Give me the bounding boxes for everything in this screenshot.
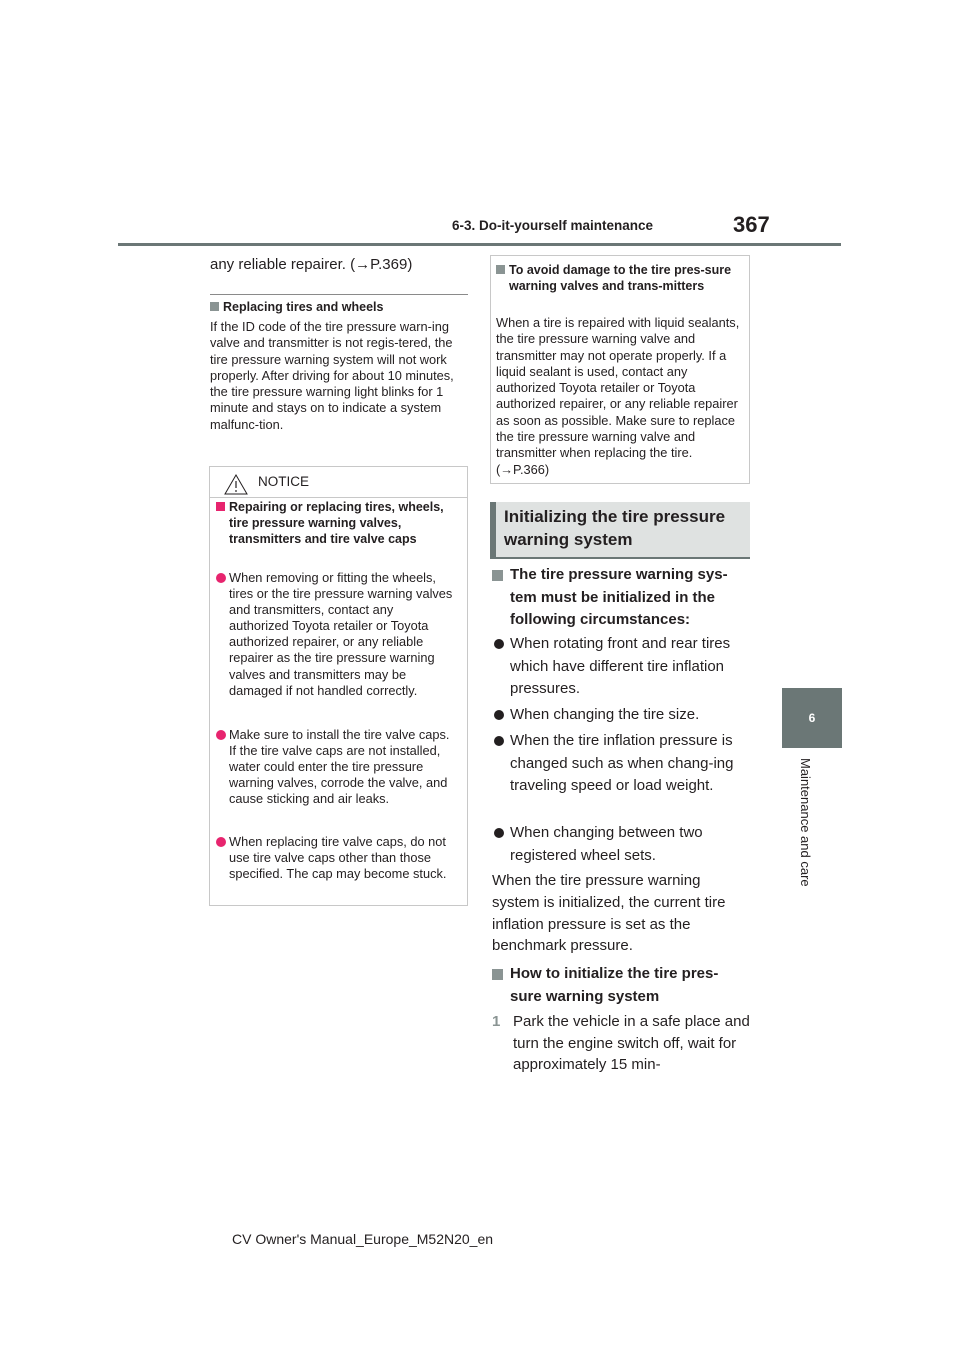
notice-heading-text: Repairing or replacing tires, wheels, tire pressure warning valves, transmitters and tire valve caps [229,500,444,546]
chapter-number: 6 [808,711,816,725]
info-box-heading [496,263,744,295]
bullet-dot-icon [494,828,504,838]
notice-item [216,727,456,807]
circumstances-heading-text: The tire pressure warning sys-tem must be initialized in the following circumstances: [510,566,728,628]
section-title: 6-3. Do-it-yourself maintenance [452,218,654,233]
chapter-title: Maintenance and care [798,758,813,887]
subsection-heading-text: Replacing tires and wheels [223,300,384,314]
section-banner-rule [490,557,750,559]
square-bullet-icon [210,302,219,311]
page-number: 367 [733,212,770,237]
bullet-dot-icon [216,837,226,847]
footer-text: CV Owner's Manual_Europe_M52N20_en [232,1231,494,1247]
square-bullet-icon [496,265,505,274]
warning-triangle-icon [224,474,248,495]
list-item [492,730,750,798]
list-item-text: When rotating front and rear tires which have different tire inflation pressures. [510,635,731,697]
chapter-tab [782,688,842,748]
notice-header [210,467,467,498]
info-box-body: When a tire is repaired with liquid sealants, the tire pressure warning valve and transmitter may not operate properly. If a liquid sealant is used, contact any authorized Toyota retailer or Toyota authorized repairer, or any reliable repairer as soon as possible. Make sure to replace the tire pressure warning valve and transmitter when replacing the tire. (→P.366) [496,315,740,477]
notice-heading [216,500,464,547]
subsection-heading [210,300,383,314]
intro-text: any reliable repairer. (→P.369) [210,256,413,273]
initialize-heading-text: How to initialize the tire pres-sure warning system [510,965,719,1005]
chapter-title-vertical [797,758,817,918]
body-paragraph: When the tire pressure warning system is initialized, the current tire inflation pressure is set as the benchmark pressure. [492,872,726,955]
step-number: 1 [492,1013,501,1030]
bullet-dot-icon [216,730,226,740]
circumstances-heading [492,564,750,632]
step-text: Park the vehicle in a safe place and turn the engine switch off, wait for approximately 15 min- [513,1013,750,1073]
bullet-dot-icon [494,639,504,649]
square-bullet-icon [492,969,503,980]
square-bullet-icon [216,502,225,511]
list-item-text: When the tire inflation pressure is changed such as when chang-ing traveling speed or load weight. [510,732,734,794]
list-item-text: When changing between two registered wheel sets. [510,824,703,864]
list-item [492,633,750,701]
subsection-body: If the ID code of the tire pressure warn-ing valve and transmitter is not regis-tered, the tire pressure warning system will not work properly. After driving for about 10 minutes, the tire pressure warning light blinks for 1 minute and stays on to indicate a system malfunc-tion. [210,319,454,432]
square-bullet-icon [492,570,503,581]
bullet-dot-icon [494,710,504,720]
list-item [492,704,750,727]
initialize-heading [492,963,750,1008]
notice-item-text: When removing or fitting the wheels, tires or the tire pressure warning valves and transmitters, contact any authorized Toyota retailer or Toyota authorized repairer, or any reliable repairer as the tire pressure warning valves and transmitters may be damaged if not handled correctly. [229,570,453,698]
step-item [492,1011,750,1076]
notice-item-text: Make sure to install the tire valve caps. If the tire valve caps are not installed, water could enter the tire pressure warning valves, corrode the valve, and cause sticking and air leaks. [229,727,450,807]
notice-item [216,834,456,882]
notice-item-text: When replacing tire valve caps, do not use tire valve caps other than those specified. The cap may become stuck. [229,834,447,882]
list-item-text: When changing the tire size. [510,706,700,723]
list-item [492,822,750,867]
notice-title: NOTICE [258,474,310,489]
divider [210,294,468,295]
bullet-dot-icon [494,736,504,746]
bullet-dot-icon [216,573,226,583]
header-rule [118,243,841,246]
info-box-heading-text: To avoid damage to the tire pres-sure warning valves and trans-mitters [509,263,732,293]
notice-item [216,570,456,699]
section-heading: Initializing the tire pressure warning system [504,507,726,549]
